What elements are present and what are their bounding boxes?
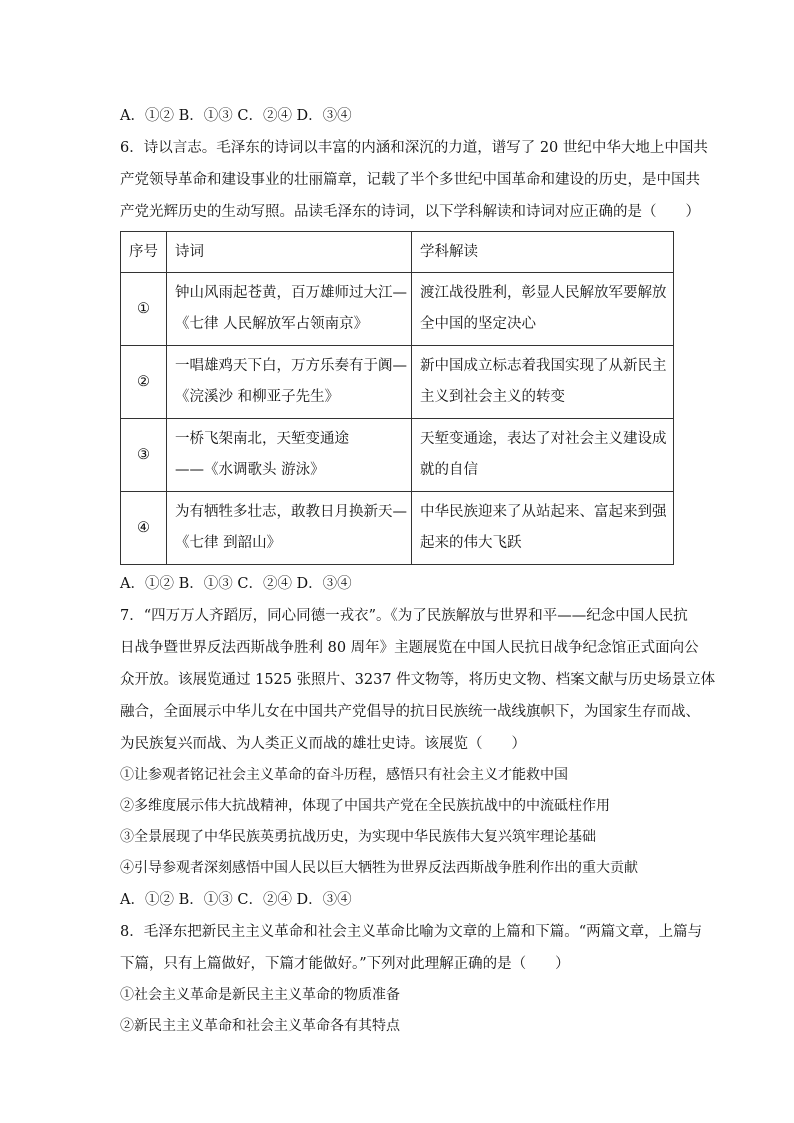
row-number: ①: [121, 273, 167, 346]
header-number: 序号: [121, 232, 167, 273]
row-poem: [167, 346, 412, 419]
poem-interpretation-table: [120, 231, 674, 565]
document-page: [120, 100, 716, 1042]
q6-stem-line: 6．诗以言志。毛泽东的诗词以丰富的内涵和深沉的力道，谱写了 20 世纪中华大地上中国共: [120, 140, 708, 156]
row-interpretation: [412, 273, 674, 346]
q7-option: ③全景展现了中华民族英勇抗战历史，为实现中华民族伟大复兴筑牢理论基础: [120, 829, 596, 845]
question-8: [120, 916, 703, 1042]
table-row: [121, 346, 674, 419]
row-poem: [167, 273, 412, 346]
q7-stem-line: 为民族复兴而战、为人类正义而战的雄壮史诗。该展览（ ）: [120, 736, 526, 752]
poem-line: 钟山风雨起苍黄，百万雄师过大江—: [175, 285, 407, 301]
interp-line: 起来的伟大飞跃: [420, 535, 522, 551]
q8-option: ②新民主主义革命和社会主义革命各有其特点: [120, 1018, 400, 1034]
q8-stem-line: 下篇，只有上篇做好，下篇才能做好。”下列对此理解正确的是（ ）: [120, 956, 570, 972]
q7-option: ②多维度展示伟大抗战精神，体现了中国共产党在全民族抗战中的中流砥柱作用: [120, 798, 610, 814]
q7-stem-line: 融合，全面展示中华儿女在中国共产党倡导的抗日民族统一战线旗帜下，为国家生存而战、: [120, 704, 700, 720]
row-number: ④: [121, 492, 167, 565]
header-interpretation: 学科解读: [412, 232, 674, 273]
poem-line: 《浣溪沙 和柳亚子先生》: [175, 389, 340, 405]
row-number: ②: [121, 346, 167, 419]
interp-line: 渡江战役胜利，彰显人民解放军要解放: [420, 285, 667, 301]
interp-line: 就的自信: [420, 462, 478, 478]
q6-stem-line: 产党光辉历史的生动写照。品读毛泽东的诗词，以下学科解读和诗词对应正确的是（ ）: [120, 204, 700, 220]
poem-line: 为有牺牲多壮志，敢教日月换新天—: [175, 504, 407, 520]
poem-line: 《七律 到韶山》: [175, 535, 282, 551]
table-header-row: [121, 232, 674, 273]
table-row: [121, 419, 674, 492]
q7-option: ④引导参观者深刻感悟中国人民以巨大牺牲为世界反法西斯战争胜利作出的重大贡献: [120, 860, 638, 876]
q7-stem-line: 日战争暨世界反法西斯战争胜利 80 周年》主题展览在中国人民抗日战争纪念馆正式面向公: [120, 640, 699, 656]
table-row: [121, 273, 674, 346]
q7-option: ①让参观者铭记社会主义革命的奋斗历程，感悟只有社会主义才能救中国: [120, 767, 568, 783]
poem-line: 一桥飞架南北，天堑变通途: [175, 431, 349, 447]
header-poem: 诗词: [167, 232, 412, 273]
poem-line: ——《水调歌头 游泳》: [175, 462, 325, 478]
poem-line: 《七律 人民解放军占领南京》: [175, 316, 369, 332]
q8-stem-line: 8．毛泽东把新民主主义革命和社会主义革命比喻为文章的上篇和下篇。“两篇文章，上篇与: [120, 924, 703, 940]
q7-answer-choices: A．①② B．①③ C．②④ D．③④: [120, 892, 352, 908]
q5-answer-choices: A．①② B．①③ C．②④ D．③④: [120, 108, 352, 124]
table-row: [121, 492, 674, 565]
q7-stem-line: 7．“四万万人齐蹈厉，同心同德一戎衣”。《为了民族解放与世界和平——纪念中国人民抗: [120, 608, 688, 624]
row-poem: [167, 419, 412, 492]
interp-line: 中华民族迎来了从站起来、富起来到强: [420, 504, 667, 520]
q8-option: ①社会主义革命是新民主主义革命的物质准备: [120, 987, 400, 1003]
row-interpretation: [412, 346, 674, 419]
interp-line: 全中国的坚定决心: [420, 316, 536, 332]
row-number: ③: [121, 419, 167, 492]
interp-line: 主义到社会主义的转变: [420, 389, 565, 405]
interp-line: 新中国成立标志着我国实现了从新民主: [420, 358, 667, 374]
interp-line: 天堑变通途，表达了对社会主义建设成: [420, 431, 667, 447]
q7-stem-line: 众开放。该展览通过 1525 张照片、3237 件文物等，将历史文物、档案文献与历史场景立体: [120, 672, 716, 688]
poem-line: 一唱雄鸡天下白，万方乐奏有于阗—: [175, 358, 407, 374]
question-7: [120, 600, 716, 916]
q6-answer-choices: A．①② B．①③ C．②④ D．③④: [120, 576, 352, 592]
row-interpretation: [412, 492, 674, 565]
row-poem: [167, 492, 412, 565]
row-interpretation: [412, 419, 674, 492]
question-6: [120, 132, 708, 600]
q6-stem-line: 产党领导革命和建设事业的壮丽篇章，记载了半个多世纪中国革命和建设的历史，是中国共: [120, 172, 700, 188]
